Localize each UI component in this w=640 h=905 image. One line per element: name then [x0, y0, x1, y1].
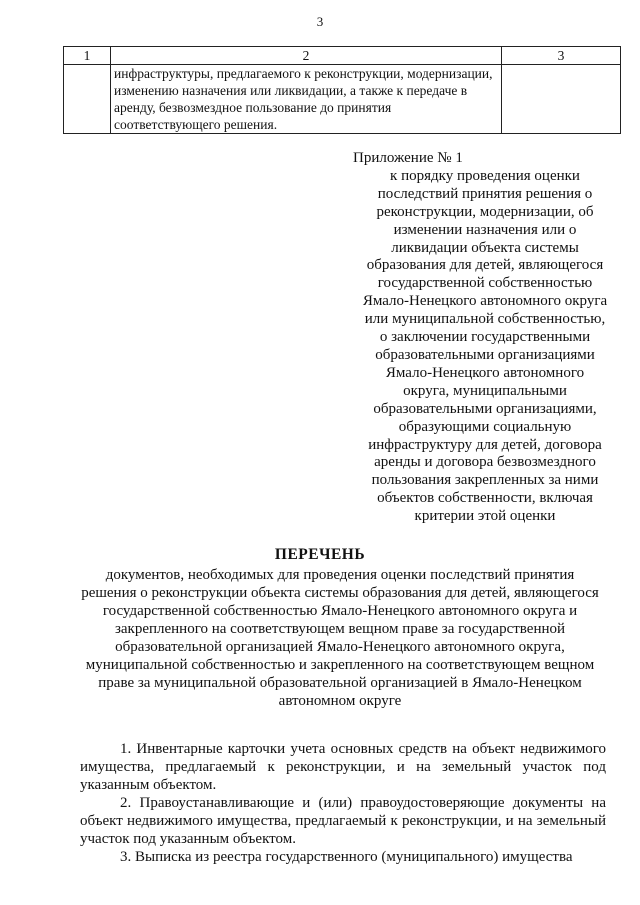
table-cell-col3	[502, 65, 621, 134]
document-subheading: документов, необходимых для проведения оценки последствий принятия решения о реконструкции объекта системы образования для детей, являющегося государственной собственностью Ямало-Ненецкого автономного округа и закрепленного на соответствующем вещном праве за государственной образовательной организацией Ямало-Ненецкого автономного округа, муниципальной собственностью и закрепленного на соответствующем вещном праве за муниципальной образовательной организацией в Ямало-Ненецком автономном округе	[81, 567, 599, 709]
document-heading: ПЕРЕЧЕНЬ	[274, 546, 366, 563]
table-cell-col2: инфраструктуры, предлагаемого к реконструкции, модернизации, изменению назначения или ликвидации, а также к передаче в аренду, безвозмездное пользование до принятия соответствующего решения.	[111, 65, 502, 134]
list-item: 2. Правоустанавливающие и (или) правоудостоверяющие документы на объект недвижимого имущества, предлагаемый к реконструкции, и на земельный участок под указанным объектом.	[80, 795, 606, 847]
items-list	[80, 740, 606, 866]
list-item: 1. Инвентарные карточки учета основных средств на объект недвижимого имущества, предлагаемый к реконструкции, и на земельный участок под указанным объектом.	[80, 741, 606, 793]
appendix-block	[345, 150, 625, 526]
list-item: 3. Выписка из реестра государственного (муниципального) имущества	[120, 849, 573, 865]
page-number: 3	[316, 14, 324, 29]
table-header-cell-3: 3	[502, 47, 621, 65]
appendix-title: Приложение № 1	[353, 150, 463, 166]
table-header-cell-1: 1	[64, 47, 111, 65]
appendix-text: к порядку проведения оценки последствий принятия решения о реконструкции, модернизации, об изменении назначения или о ликвидации объекта системы образования для детей, являющегося государственной собственностью Ямало-Ненецкого автономного округа или муниципальной собственностью, о заключении государственными образовательными организациями Ямало-Ненецкого автономного округа, муниципальными образовательными организациями, образующими социальную инфраструктуру для детей, договора аренды и договора безвозмездного пользования закрепленных за ними объектов собственности, включая критерии этой оценки	[362, 167, 608, 525]
continuation-table	[63, 46, 621, 134]
table-header-cell-2: 2	[111, 47, 502, 65]
table-row	[64, 65, 621, 134]
table-header-row	[64, 47, 621, 65]
table-cell-col1	[64, 65, 111, 134]
